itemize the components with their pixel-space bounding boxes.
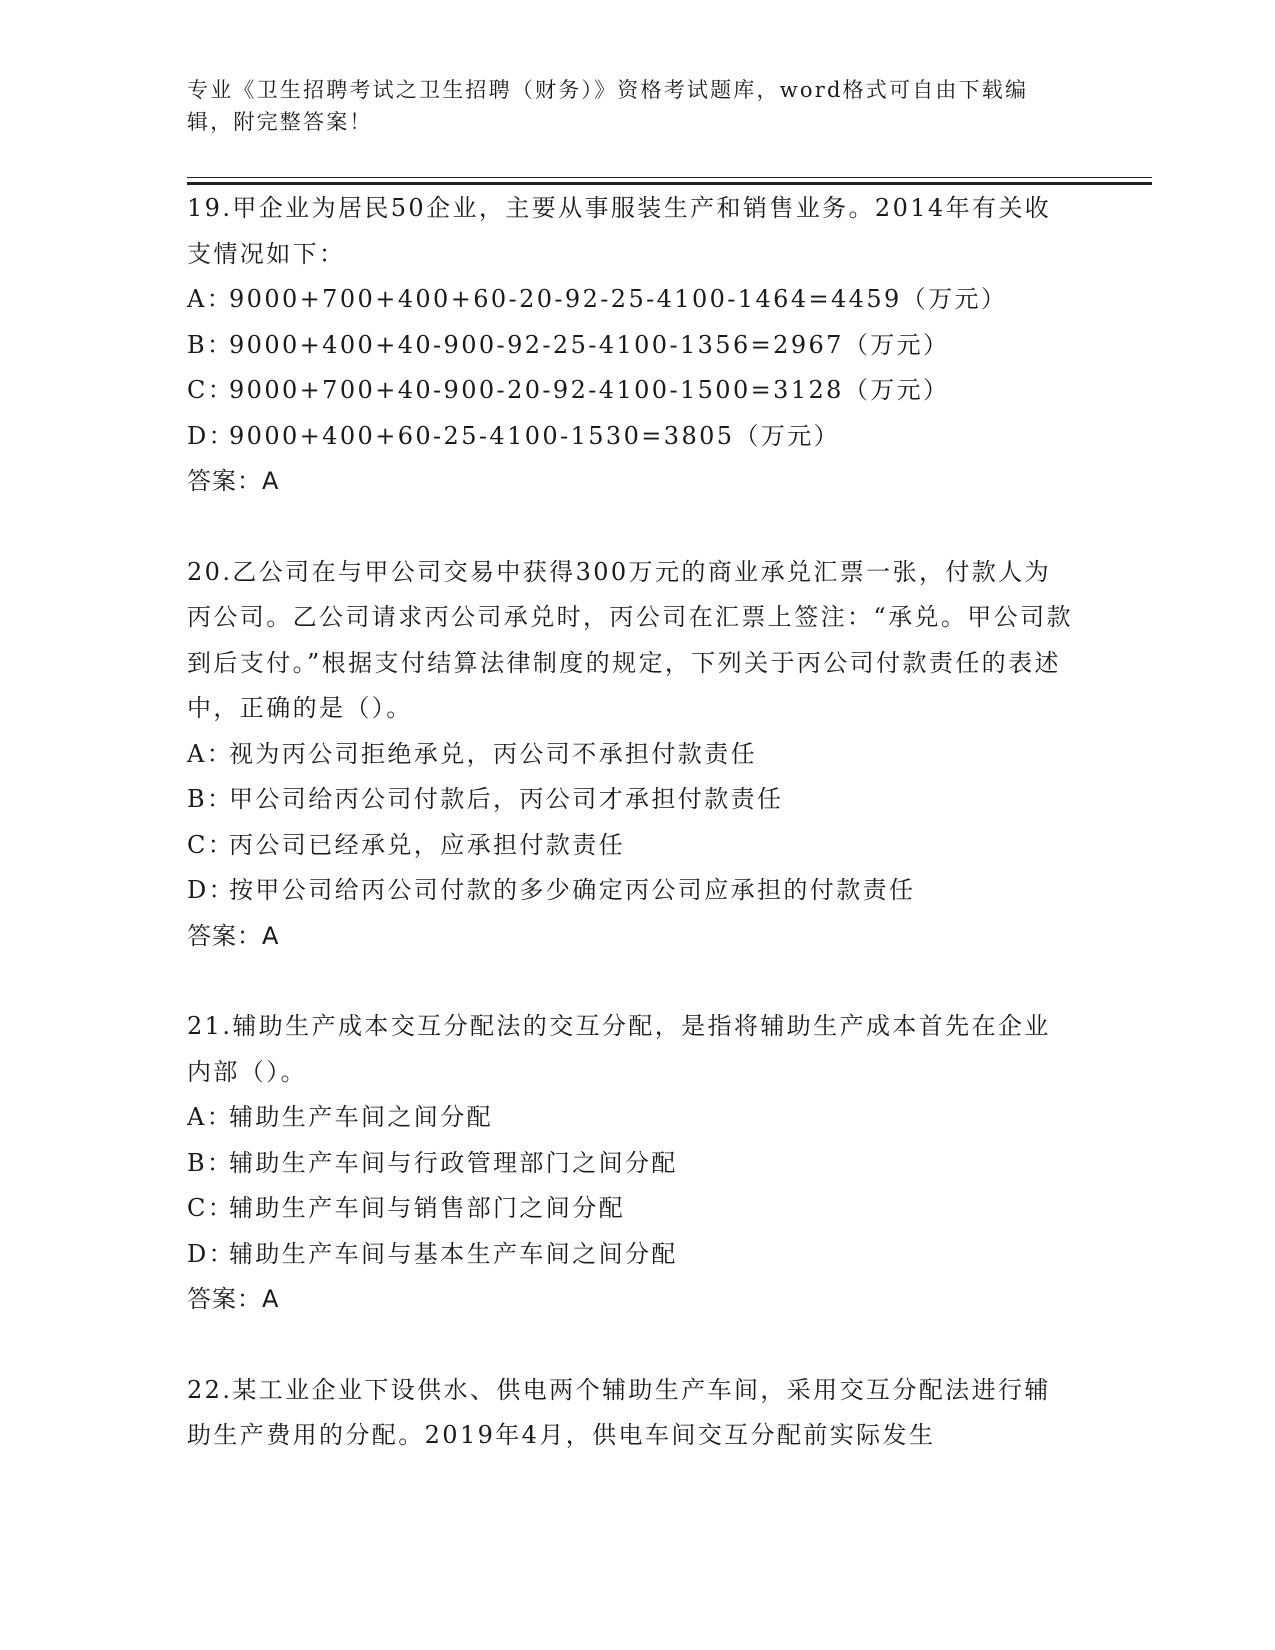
option-d — [187, 414, 1077, 460]
answer-label: 答案： — [187, 467, 262, 495]
header-rule-thick — [187, 182, 1152, 185]
option-label: D： — [187, 421, 236, 450]
option-label: A： — [187, 1103, 234, 1131]
question-list — [187, 186, 1077, 1459]
option-b — [187, 777, 1077, 823]
option-text: 9000+700+400+60-20-92-25-4100-1464=4459（万元） — [229, 285, 1008, 313]
option-label: A： — [187, 739, 234, 768]
option-label: B： — [187, 1148, 234, 1177]
question-22 — [187, 1368, 1077, 1459]
option-d — [187, 1232, 1077, 1278]
option-label: C： — [187, 376, 235, 404]
question-spacer — [187, 505, 1077, 550]
option-text: 辅助生产车间与基本生产车间之间分配 — [229, 1239, 678, 1268]
question-stem: 19.甲企业为居民50企业，主要从事服装生产和销售业务。2014年有关收支情况如下： — [187, 194, 1052, 268]
question-19 — [187, 186, 1077, 505]
option-text: 9000+400+60-25-4100-1530=3805（万元） — [229, 421, 841, 450]
question-20 — [187, 550, 1077, 960]
question-spacer — [187, 959, 1077, 1004]
answer-value: A — [262, 921, 280, 950]
answer-line — [187, 1277, 1077, 1323]
option-text: 甲公司给丙公司付款后，丙公司才承担付款责任 — [229, 785, 784, 813]
document-header: 专业《卫生招聘考试之卫生招聘（财务）》资格考试题库，word格式可自由下载编辑，附完整答案！ — [187, 78, 1029, 134]
answer-line — [187, 459, 1077, 505]
option-a — [187, 732, 1077, 778]
option-label: B： — [187, 785, 234, 813]
option-text: 丙公司已经承兑，应承担付款责任 — [229, 830, 625, 859]
option-label: C： — [187, 830, 235, 859]
option-d — [187, 868, 1077, 914]
option-label: D： — [187, 1239, 236, 1268]
option-text: 按甲公司给丙公司付款的多少确定丙公司应承担的付款责任 — [229, 876, 916, 904]
question-stem: 20.乙公司在与甲公司交易中获得300万元的商业承兑汇票一张，付款人为丙公司。乙公司请求丙公司承兑时，丙公司在汇票上签注：“承兑。甲公司款到后支付。”根据支付结算法律制度的规定，下列关于丙公司付款责任的表述中，正确的是（）。 — [187, 557, 1073, 722]
option-a — [187, 277, 1077, 323]
answer-value: A — [262, 1285, 280, 1313]
option-label: C： — [187, 1194, 235, 1222]
option-a — [187, 1095, 1077, 1141]
question-stem: 22.某工业企业下设供水、供电两个辅助生产车间，采用交互分配法进行辅助生产费用的分配。2019年4月，供电车间交互分配前实际发生 — [187, 1375, 1051, 1449]
option-text: 9000+400+40-900-92-25-4100-1356=2967（万元） — [229, 330, 950, 359]
answer-value: A — [262, 467, 280, 495]
question-stem: 21.辅助生产成本交互分配法的交互分配，是指将辅助生产成本首先在企业内部（）。 — [187, 1012, 1051, 1086]
option-text: 视为丙公司拒绝承兑，丙公司不承担付款责任 — [229, 739, 757, 768]
option-b — [187, 1141, 1077, 1187]
option-label: A： — [187, 285, 234, 313]
option-text: 辅助生产车间与销售部门之间分配 — [229, 1194, 625, 1222]
option-c — [187, 823, 1077, 869]
header-rule-thin — [187, 177, 1152, 178]
answer-line — [187, 914, 1077, 960]
option-label: B： — [187, 330, 234, 359]
option-text: 辅助生产车间之间分配 — [229, 1103, 493, 1131]
option-label: D： — [187, 876, 236, 904]
question-21 — [187, 1004, 1077, 1323]
answer-label: 答案： — [187, 1285, 262, 1313]
option-c — [187, 368, 1077, 414]
question-spacer — [187, 1323, 1077, 1368]
option-b — [187, 323, 1077, 369]
answer-label: 答案： — [187, 921, 262, 950]
option-text: 9000+700+40-900-20-92-4100-1500=3128（万元） — [229, 376, 950, 404]
option-text: 辅助生产车间与行政管理部门之间分配 — [229, 1148, 678, 1177]
option-c — [187, 1186, 1077, 1232]
